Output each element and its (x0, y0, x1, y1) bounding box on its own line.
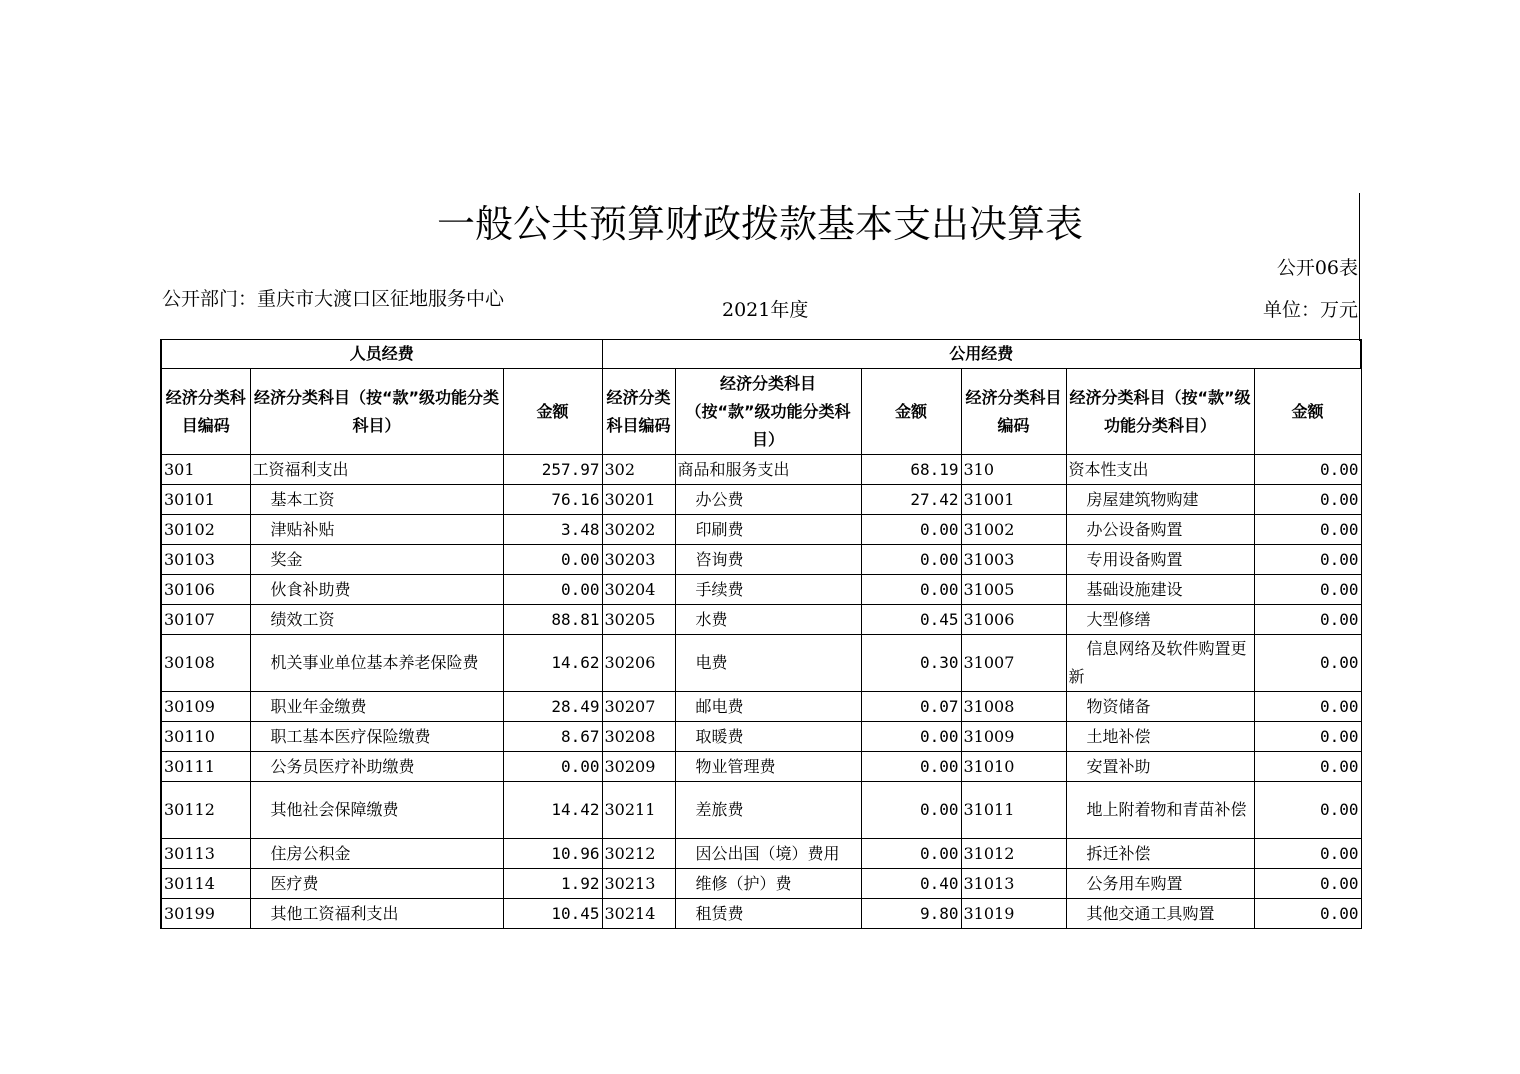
header-amount-1: 金额 (503, 369, 602, 455)
amount-cell: 0.00 (503, 752, 602, 782)
amount-cell: 0.00 (861, 545, 961, 575)
name-cell (1066, 545, 1254, 575)
name-cell (675, 692, 861, 722)
header-code-2: 经济分类科目编码 (602, 369, 675, 455)
amount-cell: 0.00 (503, 545, 602, 575)
department-label: 公开部门：重庆市大渡口区征地服务中心 (162, 288, 505, 310)
code-cell: 302 (602, 455, 675, 485)
amount-cell: 0.00 (861, 515, 961, 545)
section-header-row (161, 340, 1361, 369)
code-cell: 30208 (602, 722, 675, 752)
code-cell: 31013 (961, 869, 1066, 899)
name-cell (675, 752, 861, 782)
name-cell (675, 575, 861, 605)
code-cell: 31006 (961, 605, 1066, 635)
amount-cell: 0.00 (861, 575, 961, 605)
code-cell: 30110 (161, 722, 250, 752)
code-cell: 30107 (161, 605, 250, 635)
amount-cell: 0.00 (1254, 485, 1361, 515)
name-text: 拆迁补偿 (1086, 844, 1151, 863)
amount-cell: 0.00 (1254, 515, 1361, 545)
code-cell: 30113 (161, 839, 250, 869)
amount-cell: 0.00 (1254, 839, 1361, 869)
amount-cell: 0.00 (503, 575, 602, 605)
table-row (161, 752, 1361, 782)
table-row (161, 869, 1361, 899)
amount-cell: 9.80 (861, 899, 961, 929)
table-row (161, 485, 1361, 515)
amount-cell: 14.42 (503, 782, 602, 839)
code-cell: 30101 (161, 485, 250, 515)
code-cell: 31019 (961, 899, 1066, 929)
code-cell: 30108 (161, 635, 250, 692)
name-text: 维修（护）费 (695, 874, 792, 893)
name-text: 办公设备购置 (1086, 520, 1183, 539)
name-text: 大型修缮 (1086, 610, 1151, 629)
name-text: 津贴补贴 (270, 520, 335, 539)
name-cell (1066, 782, 1254, 839)
code-cell: 30112 (161, 782, 250, 839)
code-cell: 30109 (161, 692, 250, 722)
code-cell: 31009 (961, 722, 1066, 752)
budget-table (160, 339, 1362, 929)
code-cell: 31001 (961, 485, 1066, 515)
amount-cell: 10.45 (503, 899, 602, 929)
name-cell (250, 575, 503, 605)
amount-cell: 27.42 (861, 485, 961, 515)
name-cell (250, 752, 503, 782)
table-row (161, 782, 1361, 839)
code-cell: 30212 (602, 839, 675, 869)
amount-cell: 0.00 (861, 839, 961, 869)
name-cell (675, 899, 861, 929)
code-cell: 30205 (602, 605, 675, 635)
header-code-3: 经济分类科目编码 (961, 369, 1066, 455)
name-cell (675, 545, 861, 575)
amount-cell: 0.00 (1254, 545, 1361, 575)
name-cell: 资本性支出 (1066, 455, 1254, 485)
code-cell: 31003 (961, 545, 1066, 575)
name-text: 基本工资 (270, 490, 335, 509)
code-cell: 31012 (961, 839, 1066, 869)
amount-cell: 0.00 (1254, 782, 1361, 839)
section-public: 公用经费 (602, 340, 1361, 369)
amount-cell: 0.00 (1254, 635, 1361, 692)
name-text: 土地补偿 (1086, 727, 1151, 746)
code-cell: 30199 (161, 899, 250, 929)
code-cell: 30206 (602, 635, 675, 692)
name-cell (250, 782, 503, 839)
table-row (161, 722, 1361, 752)
name-cell (1066, 605, 1254, 635)
name-cell (250, 545, 503, 575)
name-text: 物业管理费 (695, 757, 776, 776)
code-cell: 30207 (602, 692, 675, 722)
name-text: 基础设施建设 (1086, 580, 1183, 599)
name-cell (250, 839, 503, 869)
amount-cell: 0.00 (861, 782, 961, 839)
unit-label: 单位：万元 (1262, 299, 1358, 321)
name-text: 住房公积金 (270, 844, 351, 863)
name-cell (1066, 692, 1254, 722)
name-cell (250, 899, 503, 929)
name-cell (675, 839, 861, 869)
code-cell: 30202 (602, 515, 675, 545)
table-row (161, 455, 1361, 485)
name-text: 其他社会保障缴费 (270, 800, 399, 819)
name-text: 绩效工资 (270, 610, 335, 629)
name-text: 电费 (695, 653, 728, 672)
name-text: 机关事业单位基本养老保险费 (270, 653, 479, 672)
name-cell (1066, 485, 1254, 515)
name-cell (1066, 722, 1254, 752)
amount-cell: 8.67 (503, 722, 602, 752)
name-text: 因公出国（境）费用 (695, 844, 840, 863)
header-name-1: 经济分类科目（按“款”级功能分类科目） (250, 369, 503, 455)
name-cell (1066, 899, 1254, 929)
amount-cell: 0.00 (1254, 692, 1361, 722)
column-header-row (161, 369, 1361, 455)
code-cell: 30203 (602, 545, 675, 575)
table-row (161, 605, 1361, 635)
name-cell (675, 722, 861, 752)
amount-cell: 28.49 (503, 692, 602, 722)
code-cell: 31007 (961, 635, 1066, 692)
name-text: 信息网络及软件购置更新 (1068, 639, 1247, 686)
table-row (161, 545, 1361, 575)
table-row (161, 692, 1361, 722)
amount-cell: 0.00 (861, 752, 961, 782)
code-cell: 30201 (602, 485, 675, 515)
amount-cell: 257.97 (503, 455, 602, 485)
amount-cell: 0.00 (861, 722, 961, 752)
name-text: 医疗费 (270, 874, 319, 893)
name-cell: 工资福利支出 (250, 455, 503, 485)
name-cell (1066, 515, 1254, 545)
header-name-2: 经济分类科目（按“款”级功能分类科目） (675, 369, 861, 455)
amount-cell: 14.62 (503, 635, 602, 692)
name-cell (1066, 752, 1254, 782)
code-cell: 31011 (961, 782, 1066, 839)
amount-cell: 3.48 (503, 515, 602, 545)
name-cell (250, 635, 503, 692)
amount-cell: 0.00 (1254, 752, 1361, 782)
amount-cell: 0.00 (1254, 899, 1361, 929)
name-text: 物资储备 (1086, 697, 1151, 716)
name-text: 地上附着物和青苗补偿 (1086, 800, 1247, 819)
name-cell (250, 692, 503, 722)
header-code-1: 经济分类科目编码 (161, 369, 250, 455)
name-text: 办公费 (695, 490, 744, 509)
name-text: 手续费 (695, 580, 744, 599)
code-cell: 30214 (602, 899, 675, 929)
name-text: 公务用车购置 (1086, 874, 1183, 893)
name-cell (250, 722, 503, 752)
fiscal-year: 2021年度 (722, 299, 809, 321)
amount-cell: 88.81 (503, 605, 602, 635)
amount-cell: 0.00 (1254, 869, 1361, 899)
header-amount-3: 金额 (1254, 369, 1361, 455)
code-cell: 31010 (961, 752, 1066, 782)
name-text: 印刷费 (695, 520, 744, 539)
table-row (161, 575, 1361, 605)
section-personnel: 人员经费 (161, 340, 602, 369)
name-cell (675, 869, 861, 899)
name-text: 公务员医疗补助缴费 (270, 757, 415, 776)
name-text: 邮电费 (695, 697, 744, 716)
name-cell (1066, 635, 1254, 692)
code-cell: 30213 (602, 869, 675, 899)
name-text: 其他交通工具购置 (1086, 904, 1215, 923)
code-cell: 30106 (161, 575, 250, 605)
code-cell: 30114 (161, 869, 250, 899)
amount-cell: 0.00 (1254, 605, 1361, 635)
name-cell (675, 635, 861, 692)
name-cell (675, 782, 861, 839)
amount-cell: 76.16 (503, 485, 602, 515)
code-cell: 30102 (161, 515, 250, 545)
name-cell (675, 605, 861, 635)
amount-cell: 0.40 (861, 869, 961, 899)
code-cell: 31008 (961, 692, 1066, 722)
name-text: 差旅费 (695, 800, 744, 819)
amount-cell: 0.00 (1254, 575, 1361, 605)
code-cell: 30111 (161, 752, 250, 782)
name-cell (250, 869, 503, 899)
name-text: 专用设备购置 (1086, 550, 1183, 569)
name-text: 职工基本医疗保险缴费 (270, 727, 431, 746)
name-text: 房屋建筑物购建 (1086, 490, 1199, 509)
name-text: 伙食补助费 (270, 580, 351, 599)
amount-cell: 0.45 (861, 605, 961, 635)
code-cell: 310 (961, 455, 1066, 485)
name-text: 租赁费 (695, 904, 744, 923)
name-cell: 商品和服务支出 (675, 455, 861, 485)
amount-cell: 0.07 (861, 692, 961, 722)
code-cell: 30211 (602, 782, 675, 839)
name-cell (250, 515, 503, 545)
name-cell (250, 485, 503, 515)
name-text: 咨询费 (695, 550, 744, 569)
report-title: 一般公共预算财政拨款基本支出决算表 (436, 202, 1083, 246)
name-cell (675, 515, 861, 545)
name-cell (1066, 839, 1254, 869)
header-name-3: 经济分类科目（按“款”级功能分类科目） (1066, 369, 1254, 455)
name-text: 取暖费 (695, 727, 744, 746)
table-number: 公开06表 (1276, 257, 1358, 279)
name-text: 职业年金缴费 (270, 697, 367, 716)
name-text: 奖金 (270, 550, 303, 569)
code-cell: 31002 (961, 515, 1066, 545)
table-row (161, 635, 1361, 692)
amount-cell: 10.96 (503, 839, 602, 869)
table-row (161, 839, 1361, 869)
name-text: 其他工资福利支出 (270, 904, 399, 923)
name-text: 水费 (695, 610, 728, 629)
table-row (161, 515, 1361, 545)
table-row (161, 899, 1361, 929)
amount-cell: 0.00 (1254, 455, 1361, 485)
code-cell: 30103 (161, 545, 250, 575)
header-amount-2: 金额 (861, 369, 961, 455)
amount-cell: 68.19 (861, 455, 961, 485)
code-cell: 30204 (602, 575, 675, 605)
name-cell (1066, 575, 1254, 605)
amount-cell: 0.00 (1254, 722, 1361, 752)
code-cell: 301 (161, 455, 250, 485)
code-cell: 31005 (961, 575, 1066, 605)
code-cell: 30209 (602, 752, 675, 782)
amount-cell: 0.30 (861, 635, 961, 692)
name-cell (250, 605, 503, 635)
amount-cell: 1.92 (503, 869, 602, 899)
name-cell (1066, 869, 1254, 899)
name-text: 安置补助 (1086, 757, 1151, 776)
name-cell (675, 485, 861, 515)
